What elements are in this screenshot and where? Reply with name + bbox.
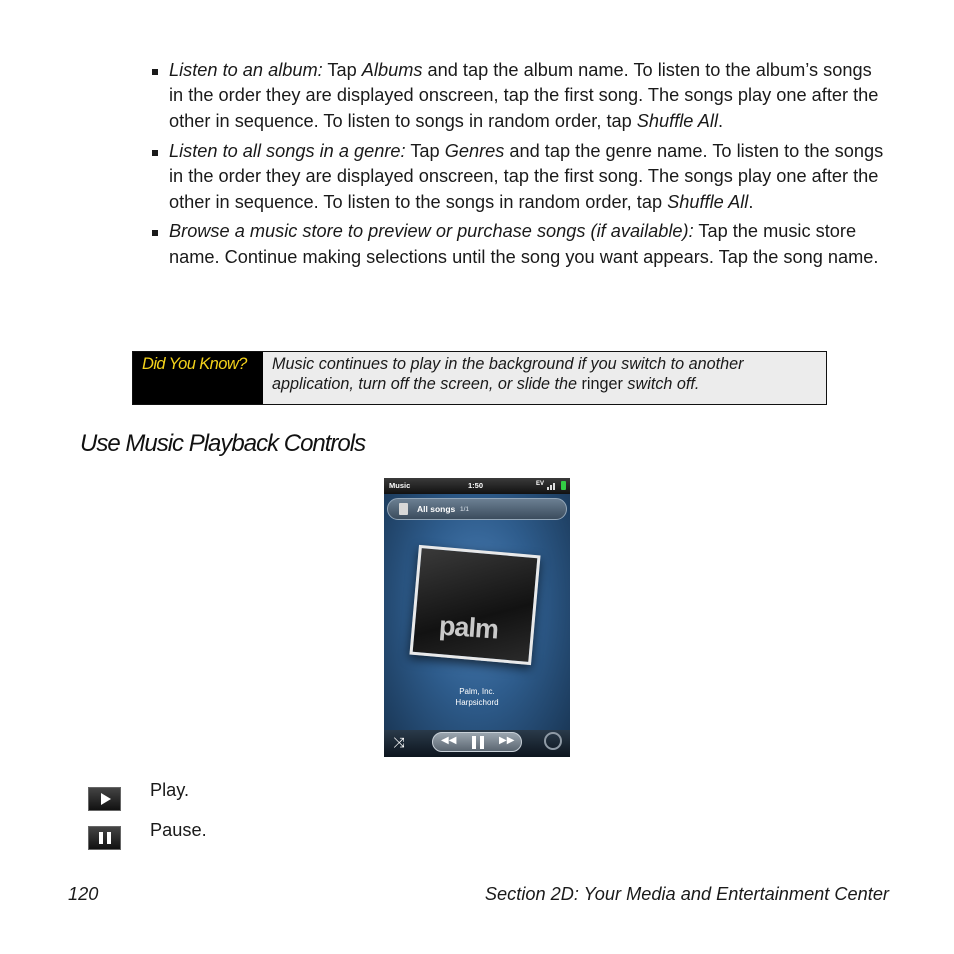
battery-icon	[561, 481, 566, 490]
bullet-text: Tap	[322, 60, 362, 80]
rewind-icon[interactable]: ◀◀	[441, 735, 457, 746]
bullet-lead: Browse a music store to preview or purchase songs (if available):	[169, 221, 694, 242]
clock: 1:50	[468, 481, 484, 490]
play-label: Play.	[150, 780, 190, 800]
bullet-marker	[152, 230, 158, 236]
bullet-marker	[152, 69, 158, 75]
did-you-know-box	[132, 351, 827, 405]
did-you-know-text	[263, 352, 826, 404]
bullet-term: Albums	[361, 60, 423, 80]
bullet-text: Tap the music store name. Continue making selections until the song you want appears. Tap the song name.	[169, 221, 879, 267]
bullet-term: Genres	[444, 140, 505, 161]
pause-icon[interactable]	[472, 736, 484, 749]
bullet-lead: Listen to all songs in a genre:	[169, 140, 406, 161]
album-art	[409, 545, 540, 665]
signal-icon	[547, 482, 557, 490]
section-title: Section 2D: Your Media and Entertainment Center	[484, 884, 889, 904]
repeat-icon[interactable]	[544, 732, 562, 750]
transport-controls	[432, 732, 522, 752]
bullet-text: .	[718, 110, 724, 131]
bullet-lead: Listen to an album:	[169, 60, 323, 80]
bullet-album	[150, 58, 890, 134]
bullet-list	[150, 58, 890, 275]
bullet-genre	[150, 139, 890, 215]
bullet-text: and tap the genre name. To listen to the songs in the order they are displayed onscreen, tap the first song. The songs play one after the other in sequence. To listen to the songs in random order, tap	[169, 140, 884, 212]
bullet-store	[150, 219, 890, 270]
list-icon	[399, 503, 408, 515]
track-name: Harpsichord	[455, 698, 499, 707]
phone-screenshot	[384, 478, 570, 757]
playlist-label: All songs	[417, 504, 456, 514]
playlist-count: 1/1	[460, 506, 470, 513]
shuffle-icon[interactable]: ⤨	[393, 734, 405, 750]
status-bar	[384, 478, 570, 494]
page-number: 120	[68, 884, 99, 904]
bullet-text: .	[748, 191, 754, 212]
bullet-term: Shuffle All	[636, 110, 718, 131]
carrier-label: EV	[536, 481, 545, 487]
bullet-term: Shuffle All	[667, 191, 749, 212]
app-name[interactable]: Music	[389, 481, 411, 490]
bullet-text: and tap the album name. To listen to the album’s songs in the order they are displayed onscreen, tap the first song. The songs play one after the other in sequence. To listen to songs in random order, tap	[169, 60, 879, 131]
tip-highlight: ringer	[581, 375, 623, 393]
did-you-know-label: Did You Know?	[133, 352, 263, 404]
section-heading: Use Music Playback Controls	[80, 430, 366, 457]
tip-text: switch off.	[622, 375, 700, 393]
tip-text: Music continues to play in the background if you switch to another application, turn off the screen, or slide the	[272, 355, 744, 393]
palm-logo: palm	[438, 610, 500, 645]
bullet-text: Tap	[405, 140, 445, 161]
pause-icon	[88, 826, 121, 850]
play-icon	[88, 787, 121, 811]
fast-forward-icon[interactable]: ▶▶	[499, 735, 515, 746]
playlist-bar[interactable]	[387, 498, 567, 520]
artist-name: Palm, Inc.	[459, 687, 495, 696]
pause-label: Pause.	[150, 820, 207, 840]
track-info	[384, 686, 570, 708]
bullet-marker	[152, 150, 158, 156]
